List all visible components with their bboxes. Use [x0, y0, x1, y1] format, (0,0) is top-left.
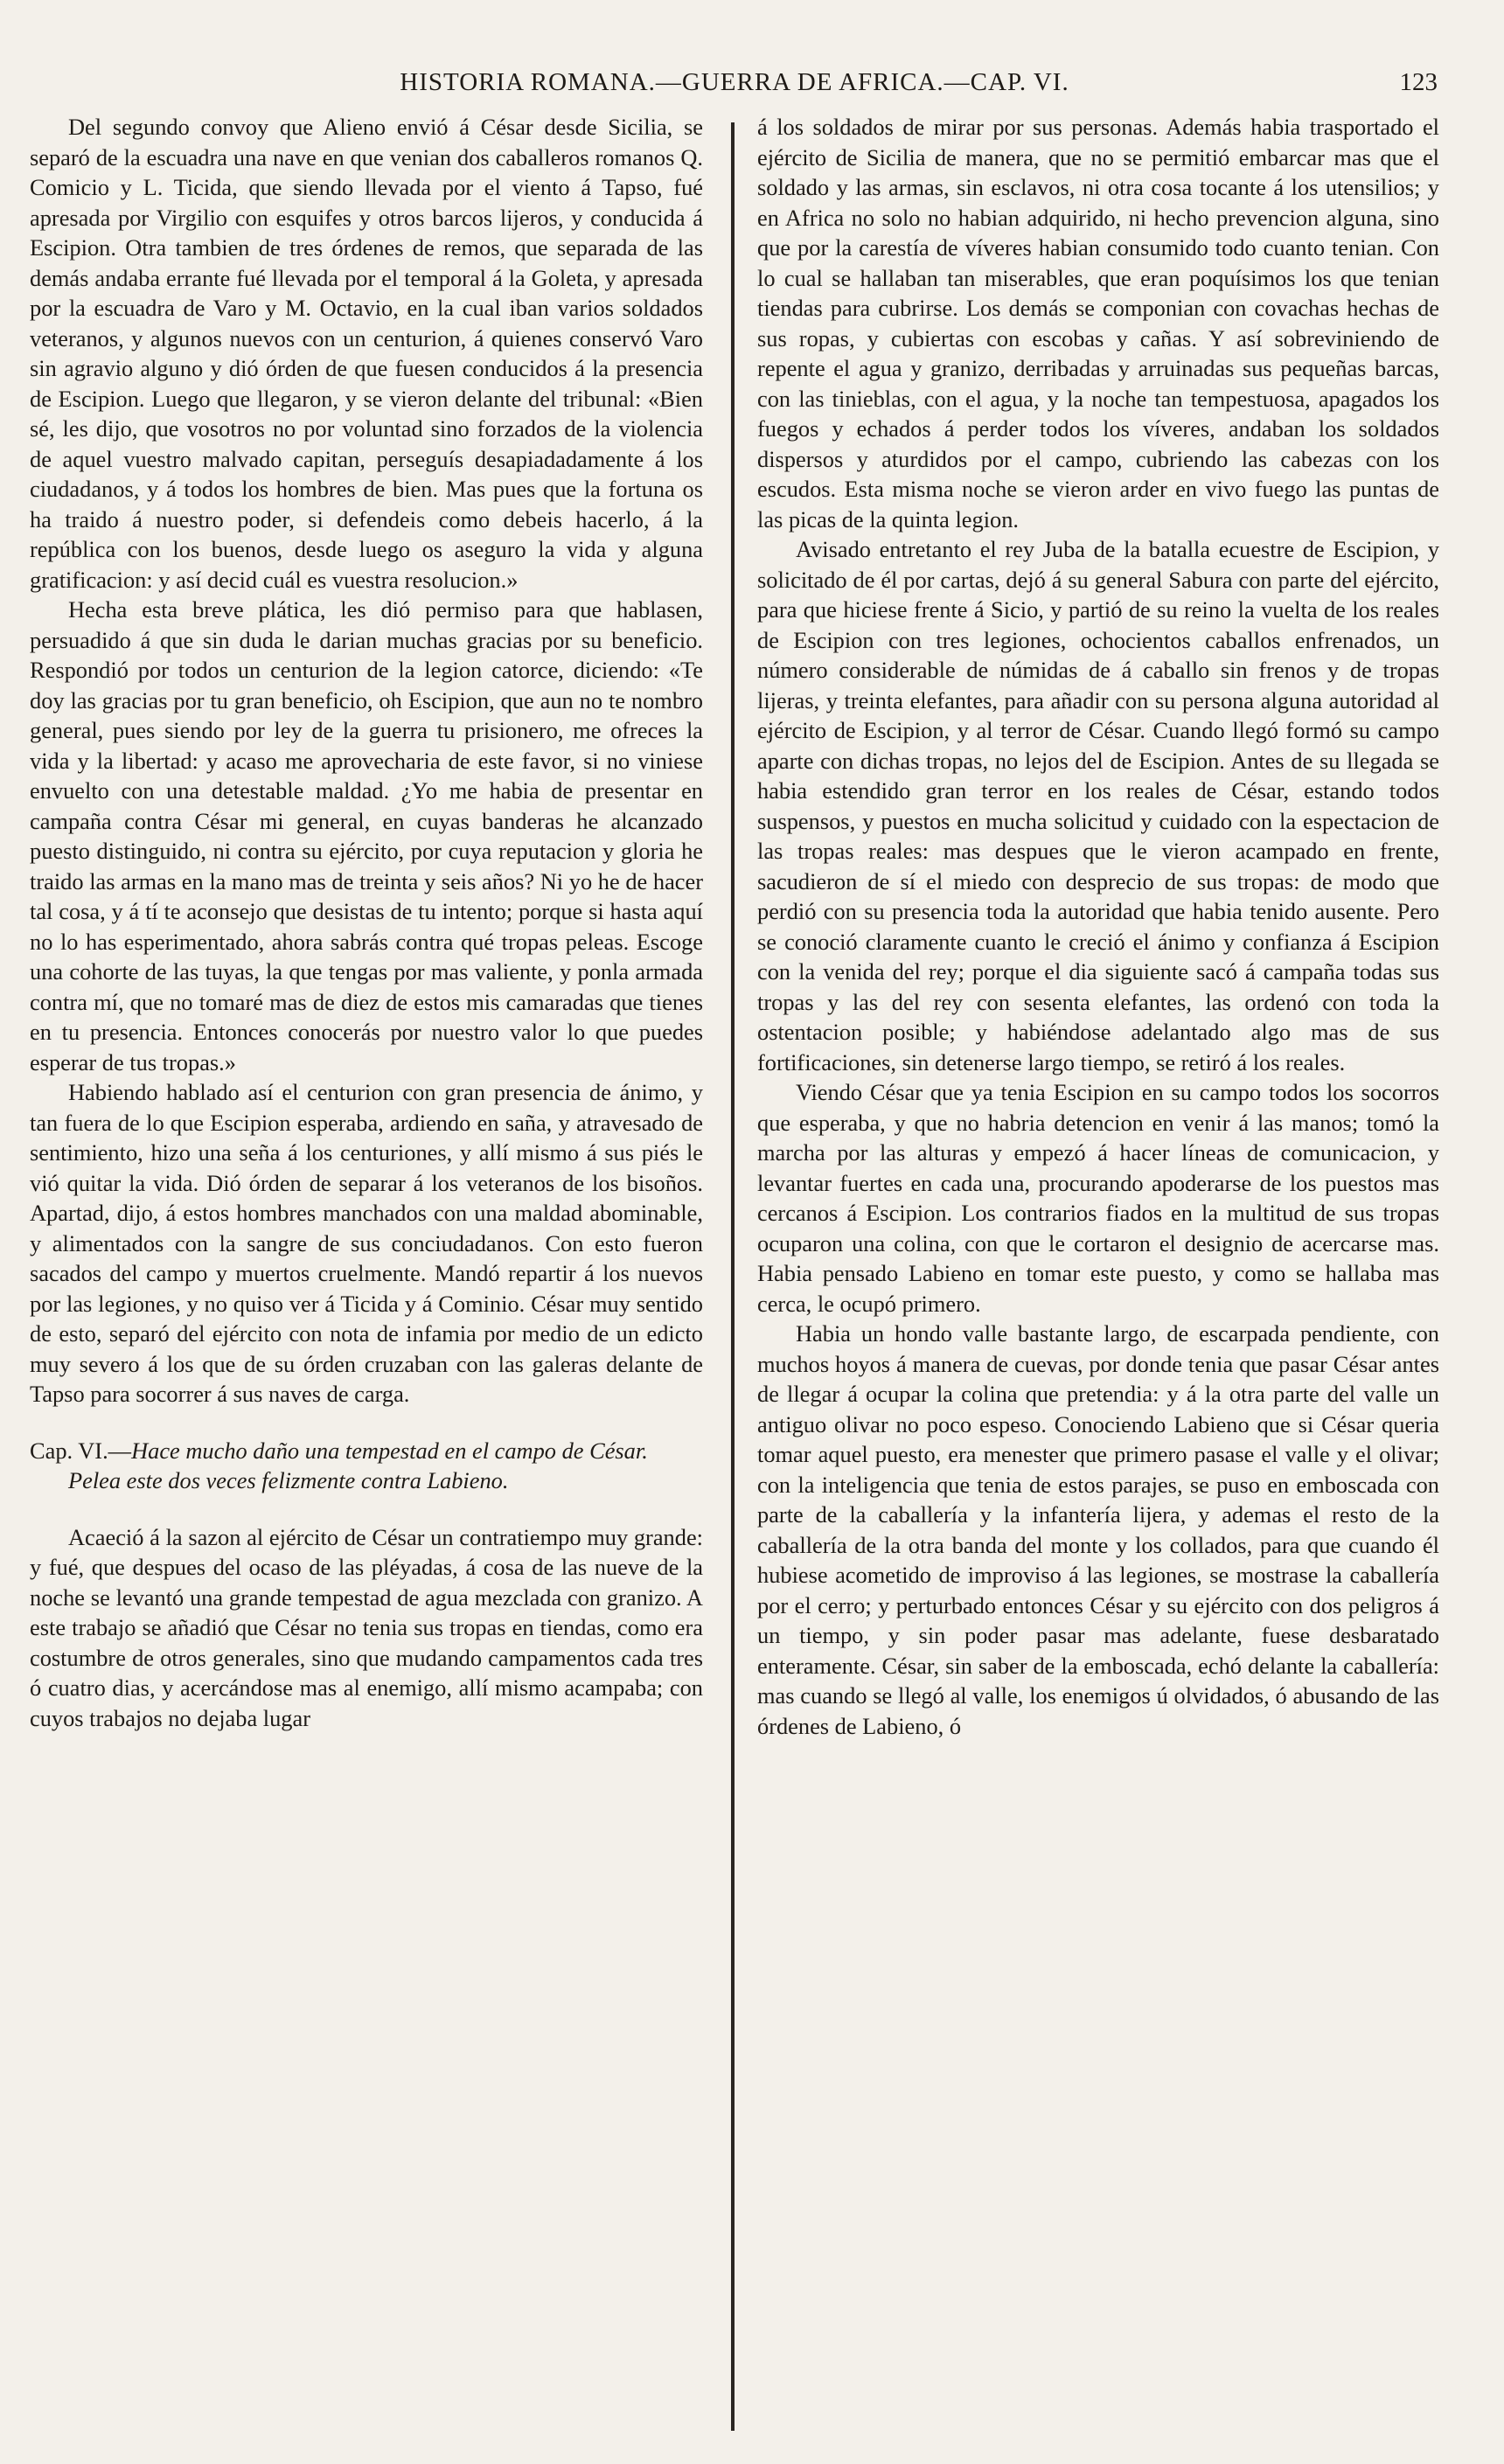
paragraph: Avisado entretanto el rey Juba de la batalla ecuestre de Escipion, y solicitado de él por cartas, dejó á su general Sabura con parte del ejército, para que hiciese frente á Sicio, y partió de su reino la vuelta de los reales de Escipion con tres legiones, ochocientos caballos enfrenados, un número considerable de númidas de á caballo sin frenos y de tropas lijeras, y treinta elefantes, para añadir con su persona alguna autoridad al ejército de Escipion, y al terror de César. Cuando llegó formó su campo aparte con dichas tropas, no lejos del de Escipion. Antes de su llegada se habia estendido gran terror en los reales de César, estando todos suspensos, y puestos en mucha solicitud y cuidado con la espectacion de las tropas reales: mas despues que le vieron acampado en frente, sacudieron de sí el miedo con desprecio de sus tropas: de modo que perdió con su presencia toda la autoridad que habia tenido ausente. Pero se conoció claramente cuanto le creció el ánimo y confianza á Escipion con la venida del rey; porque el dia siguiente sacó á campaña todas sus tropas y las del rey con sesenta elefantes, las ordenó con toda la ostentacion posible; y habiéndose adelantado algo mas de sus fortificaciones, sin detenerse largo tiempo, se retiró á los reales.	[757, 536, 1439, 1075]
paragraph: Viendo César que ya tenia Escipion en su campo todos los socorros que esperaba, y que no habria detencion en venir á las manos; tomó la marcha por las alturas y empezó á hacer líneas de comunicacion, y levantar fuertes en cada una, procurando apoderarse de los puestos mas cercanos á Escipion. Los contrarios fiados en la multitud de sus tropas ocuparon una colina, con que le cortaron el designio de acercarse mas. Habia pensado Labieno en tomar este puesto, y como se hallaba mas cerca, le ocupó primero.	[757, 1079, 1439, 1317]
paragraph: Acaeció á la sazon al ejército de César un contratiempo muy grande: y fué, que despues del ocaso de las pléyadas, á cosa de las nueve de la noche se levantó una grande tempestad de agua mezclada con granizo. A este trabajo se añadió que César no tenia sus tropas en tiendas, como era costumbre de otros generales, sino que mudando campamentos cada tres ó cuatro dias, y acercándose mas al enemigo, allí mismo acampaba; con cuyos trabajos no dejaba lugar	[30, 1523, 703, 1731]
running-title: HISTORIA ROMANA.—GUERRA DE AFRICA.—CAP. VI.	[400, 68, 1069, 96]
chapter-number: Cap. VI.—	[30, 1437, 132, 1464]
column-divider	[731, 122, 735, 2431]
chapter-summary: Hace mucho daño una tempestad en el campo de César. Pelea este dos veces felizmente contra Labieno.	[68, 1437, 648, 1493]
paragraph: á los soldados de mirar por sus personas. Además habia trasportado el ejército de Sicilia de manera, que no se permitió embarcar mas que el soldado y las armas, sin esclavos, ni otra cosa tocante á los utensilios; y en Africa no solo no habian adquirido, ni hecho prevencion alguna, sino que por la carestía de víveres habian consumido todo cuanto tenian. Con lo cual se hallaban tan miserables, que eran poquísimos los que tenian tiendas para cubrirse. Los demás se componian con covachas hechas de sus ropas, y cubiertas con escobas y cañas. Y así sobreviniendo de repente el agua y granizo, derribadas y arruinadas sus pequeñas barcas, con las tinieblas, con el agua, y la noche tan tempestuosa, apagados los fuegos y echados á perder todos los víveres, andaban los soldados dispersos y aturdidos por el campo, cubriendo las cabezas con los escudos. Esta misma noche se vieron arder en vivo fuego las puntas de las picas de la quinta legion.	[757, 114, 1439, 532]
paragraph: Del segundo convoy que Alieno envió á César desde Sicilia, se separó de la escuadra una nave en que venian dos caballeros romanos Q. Comicio y L. Ticida, que siendo llevada por el viento á Tapso, fué apresada por Virgilio con esquifes y otros barcos lijeros, y conducida á Escipion. Otra tambien de tres órdenes de remos, que separada de las demás andaba errante fué llevada por el temporal á la Goleta, y apresada por la escuadra de Varo y M. Octavio, en la cual iban varios soldados veteranos, y algunos nuevos con un centurion, á quienes conservó Varo sin agravio alguno y dió órden de que fuesen conducidos á la presencia de Escipion. Luego que llegaron, y se vieron delante del tribunal: «Bien sé, les dijo, que vosotros no por voluntad sino forzados de la violencia de aquel vuestro malvado capitan, perseguís desapiadadamente á los ciudadanos, y á todos los hombres de bien. Mas pues que la fortuna os ha traido á nuestro poder, si defendeis como debeis hacerlo, á la república con los buenos, desde luego os aseguro la vida y alguna gratificacion: y así decid cuál es vuestra resolucion.»	[30, 114, 703, 593]
paragraph: Hecha esta breve plática, les dió permiso para que hablasen, persuadido á que sin duda le darian muchas gracias por su beneficio. Respondió por todos un centurion de la legion catorce, diciendo: «Te doy las gracias por tu gran beneficio, oh Escipion, que aun no te nombro general, pues siendo por ley de la guerra tu prisionero, me ofreces la vida y la libertad: y acaso me aprovecharia de este favor, si no viniese envuelto con una detestable maldad. ¿Yo me habia de presentar en campaña contra César mi general, en cuyas banderas he alcanzado puesto distinguido, ni contra su ejército, por cuya reputacion y gloria he traido las armas en la mano mas de treinta y seis años? Ni yo he de hacer tal cosa, y á tí te aconsejo que desistas de tu intento; porque si hasta aquí no lo has esperimentado, ahora sabrás contra qué tropas peleas. Escoge una cohorte de las tuyas, la que tengas por mas valiente, y ponla armada contra mí, que no tomaré mas de diez de estos mis camaradas que tienes en tu presencia. Entonces conocerás por nuestro valor lo que puedes esperar de tus tropas.»	[30, 596, 703, 1075]
right-column	[757, 112, 1439, 1741]
paragraph: Habia un hondo valle bastante largo, de escarpada pendiente, con muchos hoyos á manera de cuevas, por donde tenia que pasar César antes de llegar á ocupar la colina que pretendia: y á la otra parte del valle un antiguo olivar no poco espeso. Conociendo Labieno que si César queria tomar aquel puesto, era menester que primero pasase el valle y el olivar; con la inteligencia que tenia de estos parajes, se puso en emboscada con parte de la caballería y la infantería lijera, y ademas el resto de la caballería de la otra banda del monte y los collados, para que cuando él hubiese acometido de improviso á las legiones, se mostrase la caballería por el cerro; y perturbado entonces César y su ejército con dos peligros á un tiempo, y sin poder pasar mas adelante, fuese desbaratado enteramente. César, sin saber de la emboscada, echó delante la caballería: mas cuando se llegó al valle, los enemigos ú olvidados, ó abusando de las órdenes de Labieno, ó	[757, 1320, 1439, 1739]
page-number: 123	[1399, 68, 1438, 96]
left-column	[30, 112, 703, 1733]
paragraph: Habiendo hablado así el centurion con gran presencia de ánimo, y tan fuera de lo que Escipion esperaba, ardiendo en saña, y atravesado de sentimiento, hizo una seña á los centuriones, y allí mismo á sus piés le vió quitar la vida. Dió órden de separar á los veteranos de los bisoños. Apartad, dijo, á estos hombres manchados con una maldad abominable, y alimentados con la sangre de sus conciudadanos. Con esto fueron sacados del campo y muertos cruelmente. Mandó repartir á los nuevos por las legiones, y no quiso ver á Ticida y á Cominio. César muy sentido de esto, separó del ejército con nota de infamia por medio de un edicto muy severo á los que de su órden cruzaban con las galeras delante de Tapso para socorrer á sus naves de carga.	[30, 1079, 703, 1407]
chapter-heading	[30, 1436, 703, 1496]
